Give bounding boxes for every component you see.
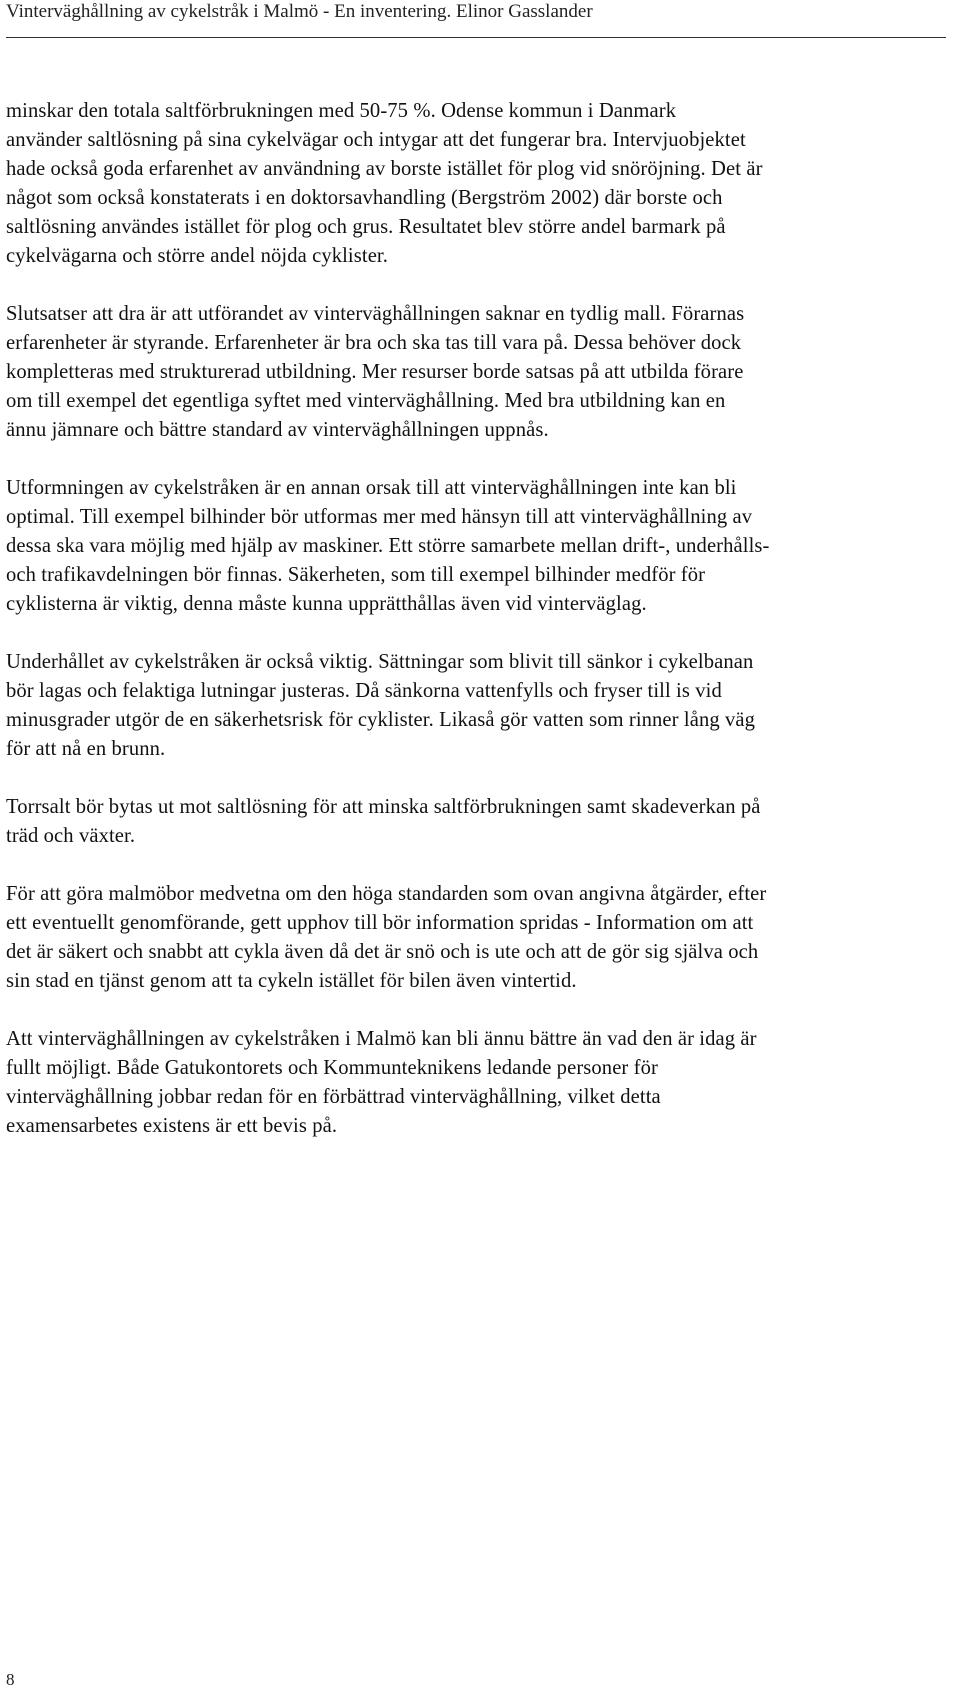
text-line: saltlösning användes istället för plog och grus. Resultatet blev större andel barmark på — [6, 216, 726, 238]
page-number: 8 — [6, 1670, 15, 1689]
text-line: cyklisterna är viktig, denna måste kunna upprätthållas även vid vinterväglag. — [6, 593, 647, 615]
paragraph-avslutning — [6, 1025, 946, 1141]
header-divider — [6, 37, 946, 38]
paragraph-utformningen — [6, 474, 946, 619]
text-line: erfarenheter är styrande. Erfarenheter är bra och ska tas till vara på. Dessa behöver dock — [6, 332, 742, 354]
text-line: dessa ska vara möjlig med hjälp av maskiner. Ett större samarbete mellan drift-, underhålls- — [6, 535, 770, 557]
paragraph-slutsatser — [6, 300, 946, 445]
text-line: Att vinterväghållningen av cykelstråken i Malmö kan bli ännu bättre än vad den är idag är — [6, 1028, 757, 1050]
text-line: använder saltlösning på sina cykelvägar och intygar att det fungerar bra. Intervjuobjektet — [6, 129, 746, 151]
text-line: hade också goda erfarenhet av användning av borste istället för plog vid snöröjning. Det är — [6, 158, 763, 180]
text-line: ett eventuellt genomförande, gett upphov till bör information spridas - Information om att — [6, 912, 754, 934]
text-line: kompletteras med strukturerad utbildning. Mer resurser borde satsas på att utbilda förare — [6, 361, 744, 383]
text-line: något som också konstaterats i en doktorsavhandling (Bergström 2002) där borste och — [6, 187, 723, 209]
paragraph-torrsalt — [6, 793, 946, 851]
document-body — [6, 97, 946, 1170]
text-line: fullt möjligt. Både Gatukontorets och Kommunteknikens ledande personer för — [6, 1057, 658, 1079]
paragraph-information — [6, 880, 946, 996]
text-line: träd och växter. — [6, 825, 136, 847]
text-line: Utformningen av cykelstråken är en annan orsak till att vinterväghållningen inte kan bli — [6, 477, 737, 499]
text-line: Underhållet av cykelstråken är också viktig. Sättningar som blivit till sänkor i cykelbanan — [6, 651, 754, 673]
paragraph-underhallet — [6, 648, 946, 764]
text-line: För att göra malmöbor medvetna om den höga standarden som ovan angivna åtgärder, efter — [6, 883, 767, 905]
running-header: Vinterväghållning av cykelstråk i Malmö - En inventering. Elinor Gasslander — [6, 1, 593, 22]
text-line: sin stad en tjänst genom att ta cykeln istället för bilen även vintertid. — [6, 970, 577, 992]
text-line: optimal. Till exempel bilhinder bör utformas mer med hänsyn till att vinterväghållning av — [6, 506, 753, 528]
text-line: examensarbetes existens är ett bevis på. — [6, 1115, 338, 1137]
text-line: vinterväghållning jobbar redan för en förbättrad vinterväghållning, vilket detta — [6, 1086, 661, 1108]
text-line: bör lagas och felaktiga lutningar justeras. Då sänkorna vattenfylls och fryser till is vid — [6, 680, 722, 702]
text-line: ännu jämnare och bättre standard av vinterväghållningen uppnås. — [6, 419, 549, 441]
text-line: cykelvägarna och större andel nöjda cyklister. — [6, 245, 389, 267]
text-line: om till exempel det egentliga syftet med vinterväghållning. Med bra utbildning kan en — [6, 390, 726, 412]
text-line: minusgrader utgör de en säkerhetsrisk för cyklister. Likaså gör vatten som rinner lång väg — [6, 709, 756, 731]
text-line: för att nå en brunn. — [6, 738, 166, 760]
text-line: Torrsalt bör bytas ut mot saltlösning för att minska saltförbrukningen samt skadeverkan på — [6, 796, 761, 818]
paragraph-saltlosning — [6, 97, 946, 271]
text-line: och trafikavdelningen bör finnas. Säkerheten, som till exempel bilhinder medför för — [6, 564, 706, 586]
text-line: Slutsatser att dra är att utförandet av vinterväghållningen saknar en tydlig mall. Förarnas — [6, 303, 745, 325]
text-line: det är säkert och snabbt att cykla även då det är snö och is ute och att de gör sig själva och — [6, 941, 759, 963]
text-line: minskar den totala saltförbrukningen med 50-75 %. Odense kommun i Danmark — [6, 100, 677, 122]
